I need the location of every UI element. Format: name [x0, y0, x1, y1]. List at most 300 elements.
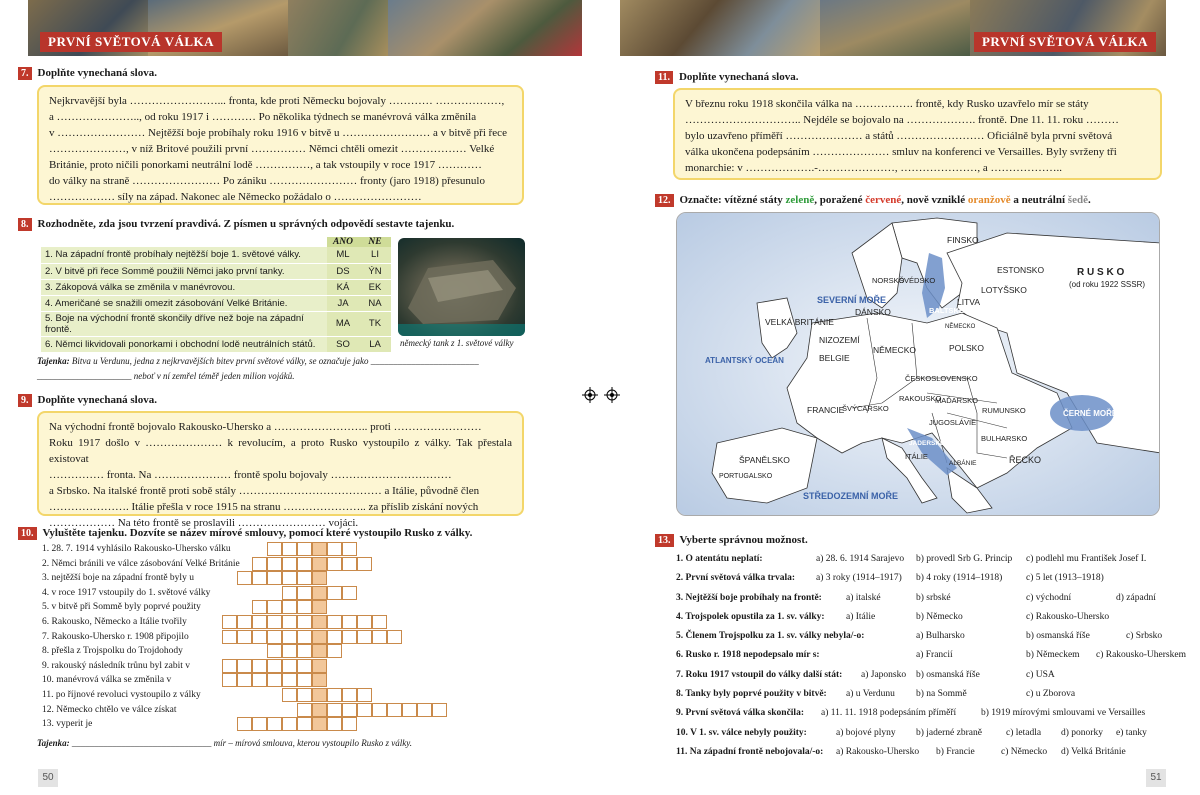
table-row [41, 263, 391, 279]
question-text: 9. První světová válka skončila: [676, 708, 804, 719]
ex7-text-box [37, 85, 524, 205]
ex7-title: Doplňte vynechaná slova. [37, 67, 157, 79]
map-label-rusko-note: (od roku 1922 SSSR) [1069, 280, 1146, 289]
map-label-litva: LITVA [957, 297, 980, 307]
tank-photo-caption: německý tank z 1. světové války [400, 338, 514, 348]
ex7-line: a ………………….., od roku 1917 i ………… Po několika týdnech se manévrová válka změnila [49, 111, 477, 123]
crossword-cell[interactable] [327, 557, 342, 571]
crossword-cell[interactable] [342, 557, 357, 571]
crossword-cell[interactable] [297, 557, 312, 571]
ex8-yes-option[interactable]: SO [327, 336, 359, 352]
list-item: 10. manévrová válka se změnila v [42, 675, 172, 686]
crossword-cell[interactable] [327, 586, 342, 600]
ex8-col-yes: ANO [327, 237, 359, 247]
ex11-number: 11. [655, 71, 673, 84]
crossword-cell[interactable] [297, 542, 312, 556]
crossword-cell[interactable] [297, 673, 312, 687]
crossword-cell[interactable] [297, 659, 312, 673]
ex8-yes-option[interactable]: JA [327, 295, 359, 311]
map-label-cerne-more: ČERNÉ MOŘE [1063, 409, 1118, 418]
crossword-cell[interactable] [222, 630, 237, 644]
map-label-nizozemi: NIZOZEMÍ [819, 335, 860, 345]
crossword-cell[interactable] [237, 630, 252, 644]
ex7-number: 7. [18, 67, 32, 80]
map-label-jaderske-more: JADERSKÉ MOŘE [909, 440, 966, 447]
ex10-tajenka [37, 738, 412, 748]
ex8-tajenka-text: Bitva u Verdunu, jedna z nejkrvavějších bitev první světové války, se označuje jako ________________________ [71, 356, 479, 366]
crossword-cell[interactable] [282, 673, 297, 687]
ex13-title: Vyberte správnou možnost. [679, 534, 808, 546]
crossword-cell[interactable] [267, 673, 282, 687]
crossword-cell[interactable] [267, 615, 282, 629]
ex11-heading [655, 71, 798, 84]
answer-option[interactable]: c) Rakousko-Uherskem [1096, 650, 1186, 661]
ex11-line: ………………………….. Nejdéle se bojovalo na ………………. frontě. Dne 11. 11. roku ……… [685, 114, 1119, 126]
ex8-tajenka-line2: _____________________ neboť v ní zemřel téměř jeden milion vojáků. [37, 371, 295, 381]
ex12-red-word: červené [865, 194, 902, 206]
answer-option[interactable]: a) italské [846, 592, 881, 603]
map-label-severni-more: SEVERNÍ MOŘE [817, 295, 887, 305]
question-row [676, 704, 1196, 723]
crossword-cell[interactable] [402, 703, 417, 717]
map-label-francie: FRANCIE [807, 405, 845, 415]
answer-option[interactable]: c) východní [1026, 592, 1072, 603]
crossword-cell[interactable] [267, 659, 282, 673]
list-item: 5. v bitvě při Sommě byly poprvé použity [42, 602, 201, 613]
crossword-cell[interactable] [252, 557, 267, 571]
crossword-cell[interactable] [282, 600, 297, 614]
crossword-cell[interactable] [312, 673, 327, 687]
crossword-cell[interactable] [342, 542, 357, 556]
crossword-cell[interactable] [252, 600, 267, 614]
ex8-yes-option[interactable]: DS [327, 263, 359, 279]
question-row [676, 550, 1196, 569]
map-label-nemecko: NĚMECKO [873, 345, 916, 355]
map-label-italie: ITÁLIE [905, 452, 928, 461]
ex8-title: Rozhodněte, zda jsou tvrzení pravdivá. Z písmen u správných odpovědí sestavte tajenku. [37, 218, 455, 230]
crossword-cell[interactable] [357, 703, 372, 717]
question-row [676, 743, 1196, 762]
ex7-line: v …………………… Nejtěžší boje probíhaly roku 1916 v bitvě u …………………… a v bitvě při řece [49, 127, 507, 139]
crossword-cell[interactable] [282, 644, 297, 658]
list-item: 9. rakouský následník trůnu byl zabit v [42, 660, 191, 671]
crossword-cell[interactable] [282, 659, 297, 673]
crossword-cell[interactable] [312, 644, 327, 658]
list-item: 12. Německo chtělo ve válce získat [42, 704, 177, 715]
ex7-line: …………………, v níž Britové použili první …………… Němci chtěli omezit ……………… Velké [49, 143, 495, 155]
list-item: 8. přešla z Trojspolku do Trojdohody [42, 646, 183, 657]
crossword-cell[interactable] [297, 644, 312, 658]
ex8-statement: 6. Němci likvidovali ponorkami i obchodní lodě neutrálních států. [41, 336, 327, 352]
crossword-cell[interactable] [312, 557, 327, 571]
crossword-cell[interactable] [297, 571, 312, 585]
crossword-cell[interactable] [312, 542, 327, 556]
ex8-no-option[interactable]: TK [359, 311, 391, 336]
crossword-cell[interactable] [267, 542, 282, 556]
ex12-title: , nově vzniklé [901, 194, 968, 206]
crossword-cell[interactable] [282, 586, 297, 600]
answer-option[interactable]: d) západní [1116, 592, 1156, 603]
crossword-cell[interactable] [327, 542, 342, 556]
ex8-col-no: NE [359, 237, 391, 247]
ex7-heading [18, 67, 157, 80]
ex7-line: do války na straně …………………… Po zániku …………………… fronty (jaro 1918) přesunulo [49, 175, 485, 187]
ex11-line: monarchie: v ……………….-…………………, …………………, a ……………….. [685, 162, 1063, 174]
crossword-cell[interactable] [312, 717, 327, 731]
table-row [41, 279, 391, 295]
crossword-cell[interactable] [372, 630, 387, 644]
ex8-statement: 5. Boje na východní frontě skončily dříve než boje na západní frontě. [41, 311, 327, 336]
map-label-stredozemni-more: STŘEDOZEMNÍ MOŘE [803, 491, 899, 501]
map-label-nemecko-east: NĚMECKO [945, 324, 976, 330]
ex9-line: …………………. Itálie přešla v roce 1915 na stranu ………………….. za příslib získání nových [49, 501, 479, 513]
answer-option[interactable]: e) tanky [1116, 727, 1147, 738]
answer-option[interactable]: a) Rakousko-Uhersko [836, 746, 920, 757]
list-item: 2. Němci bránili ve válce zásobování Velké Británie [42, 558, 240, 569]
crossword-cell[interactable] [312, 630, 327, 644]
ex8-no-option[interactable]: EK [359, 279, 391, 295]
crossword-cell[interactable] [267, 717, 282, 731]
crossword-cell[interactable] [312, 615, 327, 629]
crossword-cell[interactable] [342, 703, 357, 717]
ex8-yes-option[interactable]: ML [327, 247, 359, 263]
ex7-line: Nejkrvavější byla ……………………... fronta, kde proti Německu bojovaly ………… ………………, [49, 95, 505, 107]
map-label-lotyssko: LOTYŠSKO [981, 285, 1027, 295]
ex10-title: Vyluštěte tajenku. Dozvíte se název mírové smlouvy, pomocí které vystoupilo Rusko z války. [42, 527, 473, 539]
table-row [41, 295, 391, 311]
ex11-line: válka ukončena podepsáním ………………… smluv na konferenci ve Versailles. Byly svrženy tři [685, 146, 1117, 158]
question-row [676, 627, 1196, 646]
banner-title: PRVNÍ SVĚTOVÁ VÁLKA [40, 32, 222, 52]
answer-option[interactable]: a) 11. 11. 1918 podepsáním příměří [821, 708, 957, 719]
ex9-line: …………… fronta. Na ………………… frontě spolu bojovaly …………………………… [49, 469, 452, 481]
crossword-cell[interactable] [342, 615, 357, 629]
registration-mark-icon [604, 387, 620, 403]
ex7-line: ……………… síly na západ. Nakonec ale Německo požádalo o …………………… [49, 191, 422, 203]
crossword-cell[interactable] [312, 659, 327, 673]
answer-option[interactable]: b) osmanská říše [1026, 631, 1090, 642]
left-page [0, 0, 582, 795]
crossword-cell[interactable] [387, 703, 402, 717]
answer-option[interactable]: c) letadla [1006, 727, 1042, 738]
map-label-madarsko: MAĎARSKO [935, 396, 978, 405]
ex8-statement: 1. Na západní frontě probíhaly nejtěžší boje 1. světové války. [41, 247, 327, 263]
map-label-rakousko: RAKOUSKO [899, 394, 942, 403]
question-text: 11. Na západní frontě nebojovala/-o: [676, 746, 824, 757]
crossword-cell[interactable] [297, 615, 312, 629]
crossword-cell[interactable] [252, 659, 267, 673]
crossword-cell[interactable] [252, 615, 267, 629]
ex10-heading [18, 527, 472, 540]
ex8-heading [18, 218, 454, 231]
ex7-line: Británie, proto ničili ponorkami neutrální lodě ……………, a tak vstoupily v roce 1917 ………… [49, 159, 482, 171]
map-label-svedsko: ŠVÉDSKO [899, 276, 936, 285]
ex9-number: 9. [18, 394, 32, 407]
ex13-heading [655, 534, 808, 547]
ex8-yes-option[interactable]: MA [327, 311, 359, 336]
answer-option[interactable]: c) Německo [1001, 746, 1048, 757]
ex12-green-word: zeleně [785, 194, 815, 206]
tank-photo [398, 238, 525, 336]
ex12-title: . [1087, 194, 1091, 206]
crossword-cell[interactable] [342, 630, 357, 644]
crossword-cell[interactable] [222, 615, 237, 629]
question-row [676, 646, 1196, 665]
crossword-cell[interactable] [282, 557, 297, 571]
ex8-tajenka [37, 356, 527, 366]
map-label-estonsko: ESTONSKO [997, 265, 1045, 275]
crossword-cell[interactable] [342, 586, 357, 600]
map-label-rumunsko: RUMUNSKO [982, 406, 1026, 415]
ex8-no-option[interactable]: LA [359, 336, 391, 352]
crossword-cell[interactable] [237, 659, 252, 673]
list-item: 4. v roce 1917 vstoupily do 1. světové války [42, 587, 211, 598]
left-banner [28, 0, 582, 56]
question-text: 10. V 1. sv. válce nebyly použity: [676, 727, 807, 738]
ex10-tajenka-label: Tajenka: [37, 738, 70, 748]
map-label-atlantsky-ocean: ATLANTSKÝ OCEÁN [705, 356, 784, 365]
answer-option[interactable]: c) u Zborova [1026, 689, 1076, 700]
crossword-cell[interactable] [267, 644, 282, 658]
question-row [676, 589, 1196, 608]
answer-option[interactable]: c) Rakousko-Uhersko [1026, 611, 1110, 622]
ex12-heading [655, 194, 1091, 207]
crossword-cell[interactable] [237, 717, 252, 731]
ex9-heading [18, 394, 157, 407]
crossword-cell[interactable] [357, 557, 372, 571]
answer-option[interactable]: b) Německem [1026, 650, 1080, 661]
map-label-polsko: POLSKO [949, 343, 984, 353]
ex9-line: Roku 1917 došlo v ………………… k revolucím, a proto Rusko vystoupilo z války. Tak přestala existovat [49, 437, 512, 465]
ex8-tajenka-label: Tajenka: [37, 356, 70, 366]
question-row [676, 569, 1196, 588]
question-row [676, 685, 1196, 704]
ex13-number: 13. [655, 534, 674, 547]
answer-option[interactable]: b) Francie [936, 746, 975, 757]
map-label-albanie: ALBÁNIE [949, 460, 977, 467]
ex8-statement: 4. Američané se snažili omezit zásobování Velké Británie. [41, 295, 327, 311]
crossword-cell[interactable] [432, 703, 447, 717]
crossword-cell[interactable] [297, 717, 312, 731]
answer-option[interactable]: b) provedl Srb G. Princip [916, 554, 1013, 564]
answer-option[interactable]: a) bojové plyny [836, 727, 896, 738]
ex8-table [41, 237, 391, 353]
crossword-cell[interactable] [252, 717, 267, 731]
ex9-line: ……………… Na této frontě se proslavili …………………… vojáci. [49, 517, 359, 529]
crossword-cell[interactable] [342, 717, 357, 731]
answer-option[interactable]: b) na Sommě [916, 689, 967, 700]
answer-option[interactable]: b) jaderné zbraně [916, 727, 982, 738]
map-label-spanelsko: ŠPANĚLSKO [739, 455, 790, 465]
ex12-title: , poražené [814, 194, 866, 206]
ex12-orange-word: oranžově [967, 194, 1011, 206]
crossword-cell[interactable] [282, 571, 297, 585]
crossword-cell[interactable] [297, 600, 312, 614]
answer-option[interactable]: a) Francií [916, 650, 953, 661]
table-row [41, 247, 391, 263]
crossword-cell[interactable] [312, 571, 327, 585]
crossword-cell[interactable] [327, 688, 342, 702]
ex11-line: bylo uzavřeno příměří ………………… a států …………………… Oficiálně byla první světová [685, 130, 1113, 142]
map-label-jugoslavie: JUGOSLÁVIE [929, 418, 977, 427]
crossword-cell[interactable] [342, 688, 357, 702]
answer-option[interactable]: b) 1919 mírovými smlouvami ve Versailles [981, 708, 1146, 719]
crossword-cell[interactable] [282, 542, 297, 556]
gutter [582, 0, 620, 795]
registration-mark-icon [582, 387, 598, 403]
answer-option[interactable]: b) osmanská říše [916, 669, 980, 680]
map-label-ceskoslovensko: ČESKOSLOVENSKO [905, 374, 978, 383]
crossword-cell[interactable] [372, 703, 387, 717]
ex8-yes-option[interactable]: KÁ [327, 279, 359, 295]
ex9-line: Na východní frontě bojovalo Rakousko-Uhersko a …………………….. proti …………………… [49, 421, 482, 433]
question-text: 3. Nejtěžší boje probíhaly na frontě: [676, 592, 822, 603]
table-row [41, 336, 391, 352]
map-label-bulharsko: BULHARSKO [981, 434, 1028, 443]
crossword-cell[interactable] [372, 615, 387, 629]
question-text: 6. Rusko r. 1918 nepodepsalo mír s: [676, 650, 820, 661]
europe-map[interactable] [676, 212, 1160, 516]
list-item: 13. vyperit je [42, 719, 93, 730]
crossword-cell[interactable] [357, 630, 372, 644]
crossword-cell[interactable] [327, 615, 342, 629]
map-label-belgie: BELGIE [819, 353, 850, 363]
crossword-cell[interactable] [327, 717, 342, 731]
answer-option[interactable]: a) Bulharsko [916, 631, 965, 642]
map-label-baltske-more: BALTSKÉ MOŘE [929, 306, 989, 315]
ex9-line: a Srbsko. Na italské frontě proti sobě stály ………………………………… a Itálie, původně člen [49, 485, 480, 497]
question-row [676, 608, 1196, 627]
crossword-cell[interactable] [237, 571, 252, 585]
answer-option[interactable]: c) podlehl mu František Josef I. [1026, 554, 1147, 564]
question-row [676, 666, 1196, 685]
answer-option[interactable]: a) Itálie [846, 611, 876, 622]
question-text: 7. Roku 1917 vstoupil do války další stát: [676, 669, 843, 680]
ex13-questions [676, 550, 1196, 762]
crossword-cell[interactable] [312, 688, 327, 702]
answer-option[interactable]: b) Německo [916, 611, 963, 622]
crossword-cell[interactable] [282, 688, 297, 702]
crossword-cell[interactable] [312, 703, 327, 717]
ex12-title: Označte: vítězné státy [679, 194, 786, 206]
crossword-cell[interactable] [297, 688, 312, 702]
crossword-cell[interactable] [312, 586, 327, 600]
question-text: 1. O atentátu neplatí: [676, 554, 763, 564]
answer-option[interactable]: b) srbské [916, 592, 951, 603]
crossword-cell[interactable] [267, 557, 282, 571]
tank-image [398, 238, 525, 336]
crossword-cell[interactable] [237, 615, 252, 629]
crossword-cell[interactable] [297, 630, 312, 644]
ex10-tajenka-text: _______________________________ mír – mírová smlouva, kterou vystoupilo Rusko z války. [71, 738, 412, 748]
ex8-number: 8. [18, 218, 32, 231]
crossword-cell[interactable] [282, 717, 297, 731]
ex10-number: 10. [18, 527, 37, 540]
map-label-norsko: NORSKO [872, 276, 905, 285]
crossword-cell[interactable] [327, 630, 342, 644]
list-item: 11. po říjnové revoluci vystoupilo z války [42, 689, 201, 700]
ex8-no-option[interactable]: LI [359, 247, 391, 263]
crossword-cell[interactable] [282, 615, 297, 629]
answer-option[interactable]: a) u Verdunu [846, 689, 895, 700]
crossword-cell[interactable] [327, 644, 342, 658]
crossword-cell[interactable] [387, 630, 402, 644]
answer-option[interactable]: c) 5 let (1913–1918) [1026, 573, 1104, 584]
map-label-dansko: DÁNSKO [855, 307, 891, 317]
crossword-cell[interactable] [417, 703, 432, 717]
banner-title: PRVNÍ SVĚTOVÁ VÁLKA [974, 32, 1156, 52]
ex11-line: V březnu roku 1918 skončila válka na ……………. frontě, kdy Rusko uzavřelo mír se státy [685, 98, 1089, 110]
crossword-cell[interactable] [312, 600, 327, 614]
question-text: 4. Trojspolek opustila za 1. sv. války: [676, 611, 825, 622]
answer-option[interactable]: d) Velká Británie [1061, 746, 1126, 757]
answer-option[interactable]: b) 4 roky (1914–1918) [916, 573, 1003, 584]
map-label-portugalsko: PORTUGALSKO [719, 473, 773, 480]
crossword-cell[interactable] [252, 630, 267, 644]
crossword-cell[interactable] [357, 615, 372, 629]
ex9-title: Doplňte vynechaná slova. [37, 394, 157, 406]
crossword-cell[interactable] [252, 571, 267, 585]
answer-option[interactable]: a) Japonsko [861, 669, 907, 680]
map-label-svycarsko: ŠVÝCARSKO [842, 404, 889, 413]
ex8-statement: 3. Zákopová válka se změnila v manévrovou. [41, 279, 327, 295]
right-banner [620, 0, 1166, 56]
map-label-rusko: R U S K O [1077, 267, 1125, 278]
ex8-statement: 2. V bitvě při řece Sommě použili Němci jako první tanky. [41, 263, 327, 279]
ex12-grey-word: šedě [1067, 194, 1088, 206]
ex12-title: a neutrální [1010, 194, 1068, 206]
crossword-cell[interactable] [267, 571, 282, 585]
ex11-text-box [673, 88, 1162, 180]
crossword-cell[interactable] [237, 673, 252, 687]
crossword-cell[interactable] [222, 659, 237, 673]
ex8-no-option[interactable]: ÝN [359, 263, 391, 279]
crossword-cell[interactable] [267, 600, 282, 614]
ex8-no-option[interactable]: NA [359, 295, 391, 311]
map-label-velka-britanie: VELKÁ BRITÁNIE [765, 317, 834, 327]
answer-option[interactable]: c) USA [1026, 669, 1055, 680]
crossword-cell[interactable] [267, 630, 282, 644]
crossword-cell[interactable] [297, 586, 312, 600]
crossword-cell[interactable] [327, 703, 342, 717]
crossword-cell[interactable] [222, 673, 237, 687]
question-text: 2. První světová válka trvala: [676, 573, 796, 584]
list-item: 3. nejtěžší boje na západní frontě byly u [42, 573, 194, 584]
table-row [41, 311, 391, 336]
list-item: 7. Rakousko-Uhersko r. 1908 připojilo [42, 631, 189, 642]
crossword-cell[interactable] [357, 688, 372, 702]
answer-option[interactable]: c) Srbsko [1126, 631, 1163, 642]
ex12-number: 12. [655, 194, 674, 207]
crossword-cell[interactable] [252, 673, 267, 687]
answer-option[interactable]: a) 3 roky (1914–1917) [816, 573, 902, 584]
europe-map-svg [677, 213, 1160, 516]
list-item: 6. Rakousko, Německo a Itálie tvořily [42, 616, 187, 627]
ex11-title: Doplňte vynechaná slova. [678, 71, 799, 83]
crossword-cell[interactable] [297, 703, 312, 717]
answer-option[interactable]: a) 28. 6. 1914 Sarajevo [816, 554, 905, 564]
page-number: 51 [1146, 769, 1166, 787]
list-item: 1. 28. 7. 1914 vyhlásilo Rakousko-Uhersko válku [42, 544, 231, 554]
page-number: 50 [38, 769, 58, 787]
answer-option[interactable]: d) ponorky [1061, 727, 1103, 738]
question-text: 8. Tanky byly poprvé použity v bitvě: [676, 689, 827, 700]
ex9-text-box [37, 411, 524, 529]
map-label-finsko: FINSKO [947, 235, 979, 245]
crossword-cell[interactable] [282, 630, 297, 644]
ex10-clues [42, 542, 240, 732]
question-text: 5. Členem Trojspolku za 1. sv. války nebyla/-o: [676, 631, 865, 642]
